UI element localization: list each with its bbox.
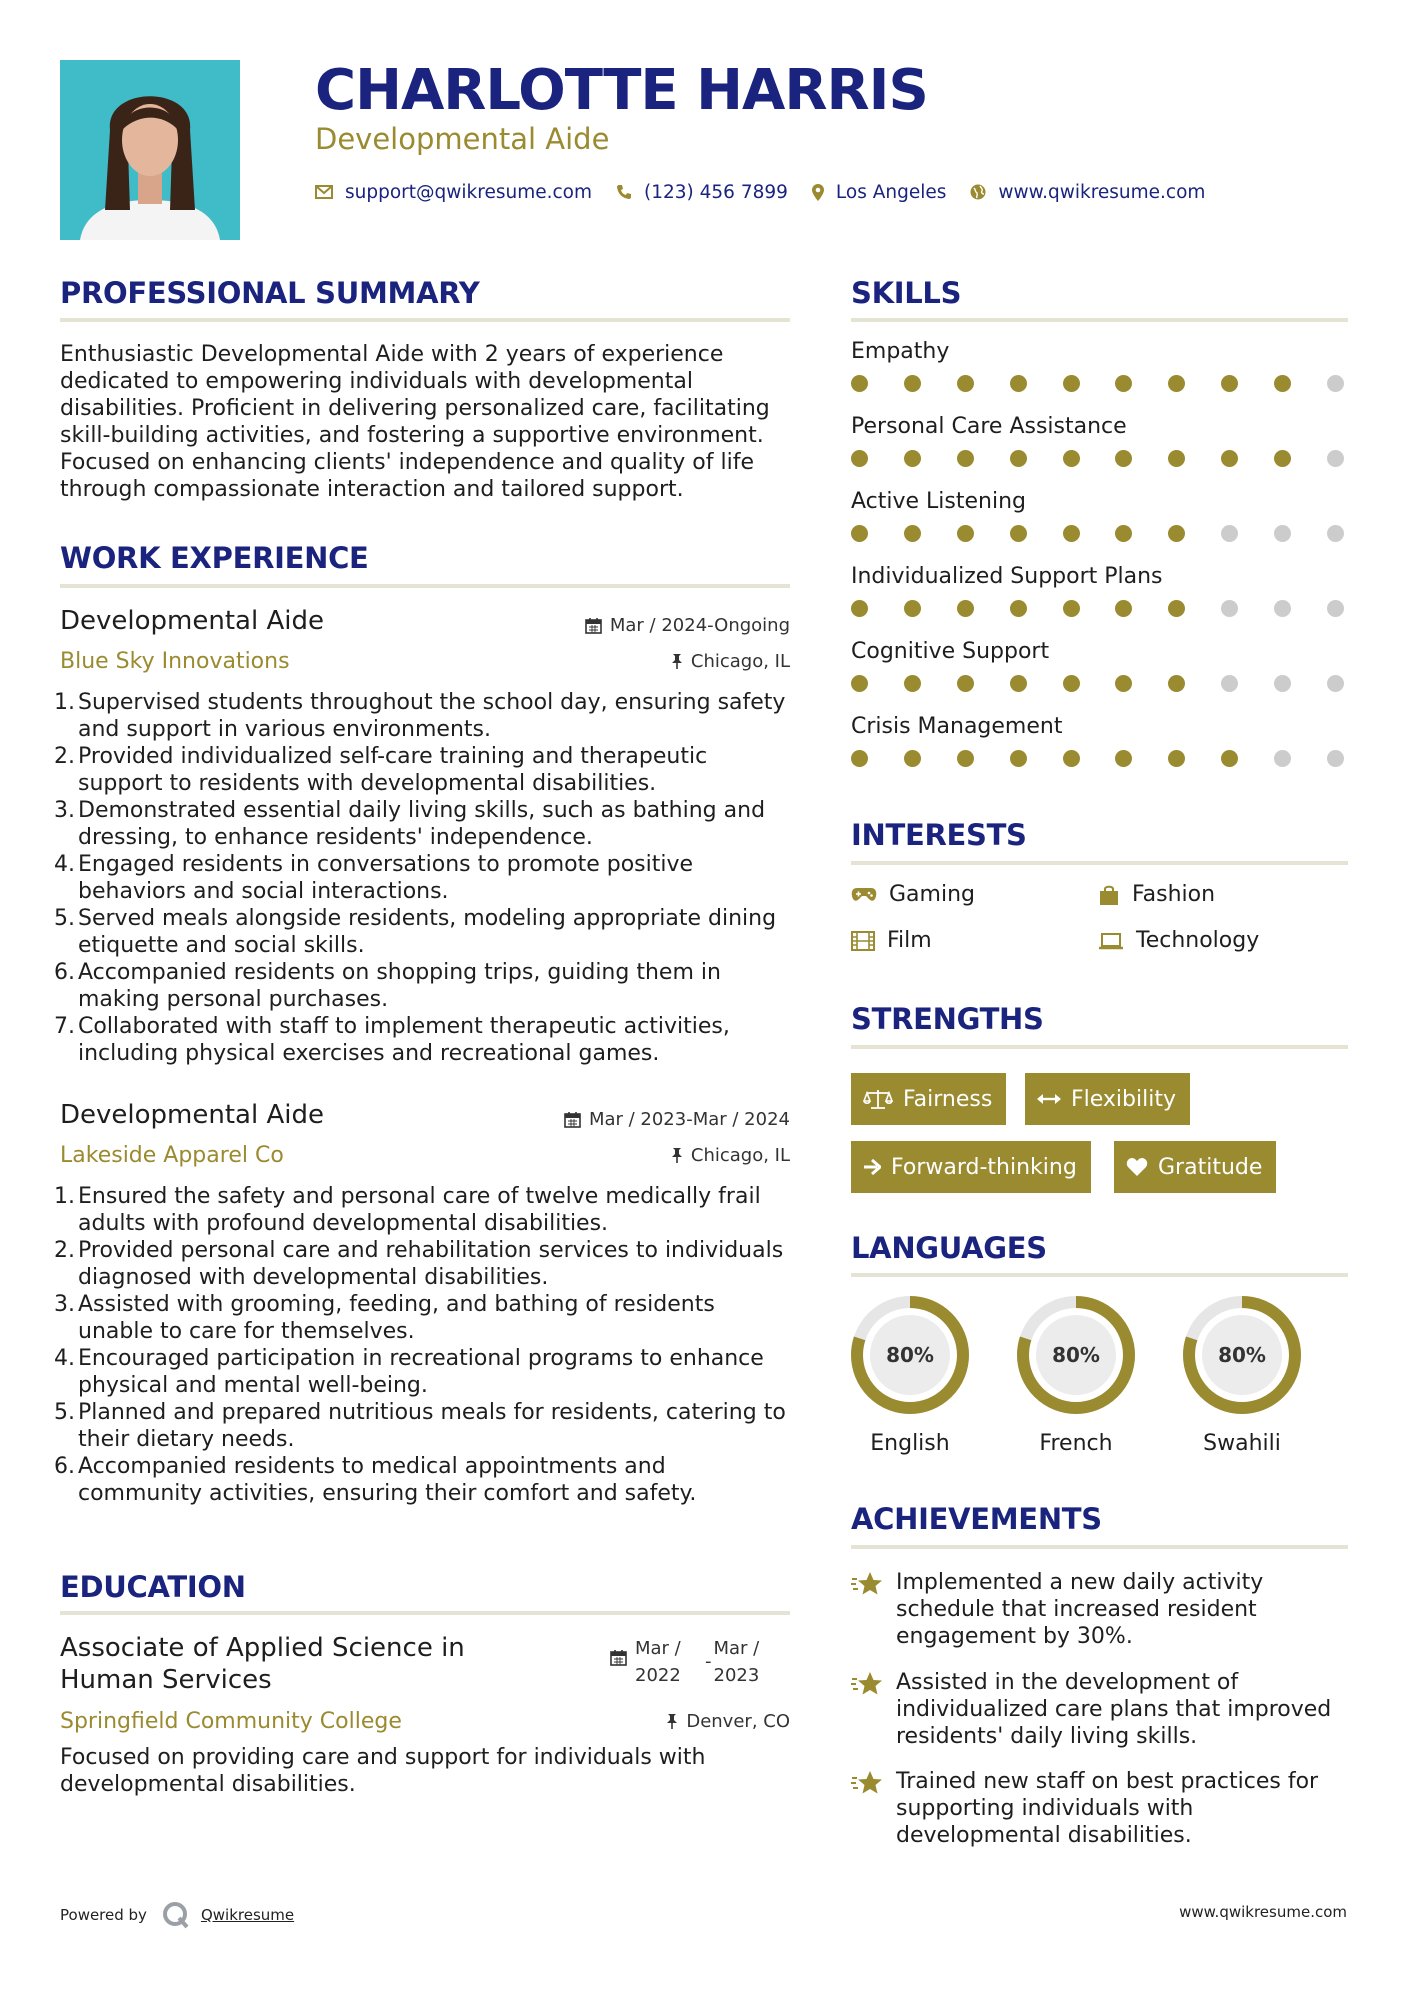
list-item: 1. Supervised students throughout the school day, ensuring safety and support in various environments. — [54, 690, 786, 742]
education-location — [666, 1711, 790, 1732]
skill-rating — [851, 375, 1344, 392]
skill-rating — [851, 675, 1344, 692]
language-item — [1014, 1293, 1138, 1456]
interest-label: Gaming — [889, 882, 975, 907]
job-company: Lakeside Apparel Co — [60, 1143, 284, 1168]
achievements-heading: ACHIEVEMENTS — [851, 1502, 1102, 1536]
education-date-separator: - — [705, 1651, 712, 1672]
interest-label: Fashion — [1132, 882, 1216, 907]
website-text: www.qwikresume.com — [998, 181, 1206, 203]
skill-name: Individualized Support Plans — [851, 564, 1163, 589]
list-item: 4. Encouraged participation in recreational programs to enhance physical and mental well-being. — [54, 1346, 764, 1398]
rating-dot-filled — [851, 450, 868, 467]
job-company: Blue Sky Innovations — [60, 649, 290, 674]
skill-name: Cognitive Support — [851, 639, 1050, 664]
list-item: 3. Demonstrated essential daily living skills, such as bathing and dressing, to enhance residents' independence. — [54, 798, 766, 850]
language-name: French — [1039, 1431, 1113, 1456]
rating-dot-filled — [904, 450, 921, 467]
work-heading: WORK EXPERIENCE — [60, 541, 369, 575]
job-dates — [585, 615, 790, 636]
skill-item — [851, 414, 1348, 489]
rating-dot-empty — [1274, 600, 1291, 617]
list-item: 5. Planned and prepared nutritious meals for residents, catering to their dietary needs. — [54, 1400, 786, 1452]
rating-dot-filled — [1115, 525, 1132, 542]
skills-list — [851, 339, 1348, 789]
list-item: 2. Provided personal care and rehabilitation services to individuals diagnosed with developmental disabilities. — [54, 1238, 784, 1290]
footer-powered-by — [60, 1900, 294, 1930]
skill-item — [851, 714, 1348, 789]
interests-heading: INTERESTS — [851, 818, 1027, 852]
rating-dot-filled — [957, 675, 974, 692]
achievements-divider — [851, 1545, 1348, 1549]
interest-item — [1098, 928, 1259, 953]
job-bullets — [54, 1183, 790, 1507]
pin-icon — [666, 1713, 678, 1730]
rating-dot-filled — [1274, 375, 1291, 392]
film-icon — [851, 931, 875, 951]
rating-dot-filled — [1168, 375, 1185, 392]
job-title: Developmental Aide — [60, 606, 324, 636]
profile-photo — [60, 60, 240, 240]
list-item: 1. Ensured the safety and personal care of twelve medically frail adults with profound developmental disabilities. — [54, 1184, 761, 1236]
rating-dot-filled — [1063, 675, 1080, 692]
rating-dot-filled — [1063, 375, 1080, 392]
calendar-icon — [564, 1111, 581, 1128]
job-dates-text: Mar / 2024-Ongoing — [609, 615, 790, 636]
rating-dot-filled — [1063, 525, 1080, 542]
rating-dot-filled — [1010, 525, 1027, 542]
balance-scale-icon — [863, 1088, 893, 1110]
skill-item — [851, 339, 1348, 414]
laptop-icon — [1098, 932, 1124, 950]
rating-dot-filled — [1221, 375, 1238, 392]
rating-dot-filled — [904, 375, 921, 392]
language-ring — [1180, 1293, 1304, 1417]
education-date-start: Mar / 2022 — [635, 1638, 681, 1686]
interests-divider — [851, 861, 1348, 865]
language-ring — [848, 1293, 972, 1417]
language-percent: 80% — [886, 1343, 934, 1367]
skill-rating — [851, 750, 1344, 767]
job-dates — [564, 1109, 790, 1130]
envelope-icon — [315, 185, 333, 199]
rating-dot-filled — [1010, 750, 1027, 767]
qwikresume-link[interactable]: Qwikresume — [200, 1906, 295, 1924]
rating-dot-filled — [1168, 600, 1185, 617]
rating-dot-empty — [1327, 600, 1344, 617]
education-date-end: Mar / 2023 — [713, 1638, 760, 1686]
email-text: support@qwikresume.com — [345, 181, 592, 203]
arrow-right-icon — [863, 1158, 881, 1176]
phone-text: (123) 456 7899 — [644, 181, 788, 203]
rating-dot-filled — [904, 750, 921, 767]
rating-dot-empty — [1327, 375, 1344, 392]
summary-divider — [60, 318, 790, 322]
contact-website[interactable] — [970, 182, 1205, 203]
work-divider — [60, 584, 790, 588]
rating-dot-filled — [851, 375, 868, 392]
list-item: 3. Assisted with grooming, feeding, and bathing of residents unable to care for themselves. — [54, 1292, 715, 1344]
degree-title: Associate of Applied Science in Human Services — [60, 1633, 465, 1695]
list-item: 4. Engaged residents in conversations to promote positive behaviors and social interactions. — [54, 852, 694, 904]
heart-icon — [1126, 1157, 1148, 1177]
strength-badge — [851, 1073, 1006, 1125]
calendar-icon — [585, 617, 602, 634]
rating-dot-filled — [904, 675, 921, 692]
location-text: Los Angeles — [835, 181, 947, 203]
rating-dot-filled — [904, 525, 921, 542]
language-item — [848, 1293, 972, 1456]
language-name: English — [870, 1431, 950, 1456]
strength-badge — [851, 1141, 1091, 1193]
job-location-text: Chicago, IL — [690, 651, 790, 672]
skill-rating — [851, 450, 1344, 467]
education-dates — [610, 1635, 774, 1689]
qwikresume-logo-icon — [161, 1900, 191, 1930]
skill-rating — [851, 525, 1344, 542]
list-item: 6. Accompanied residents on shopping trips, guiding them in making personal purchases. — [54, 960, 721, 1012]
rating-dot-filled — [1274, 450, 1291, 467]
gamepad-icon — [851, 887, 877, 903]
education-description: Focused on providing care and support for individuals with developmental disabilities. — [60, 1745, 706, 1797]
rating-dot-filled — [1168, 675, 1185, 692]
phone-icon — [616, 184, 632, 200]
skills-divider — [851, 318, 1348, 322]
rating-dot-filled — [1221, 750, 1238, 767]
skill-name: Personal Care Assistance — [851, 414, 1127, 439]
job-location-text: Chicago, IL — [690, 1145, 790, 1166]
list-item: 2. Provided individualized self-care training and therapeutic support to residents with developmental disabilities. — [54, 744, 708, 796]
rating-dot-filled — [851, 750, 868, 767]
contact-email[interactable] — [315, 182, 592, 203]
rating-dot-filled — [957, 450, 974, 467]
rating-dot-filled — [1063, 750, 1080, 767]
job-title: Developmental Aide — [60, 1100, 324, 1130]
list-item: 5. Served meals alongside residents, modeling appropriate dining etiquette and social skills. — [54, 906, 777, 958]
summary-text: Enthusiastic Developmental Aide with 2 years of experience dedicated to empowering individuals with developmental disabilities. Proficient in delivering personalized care, facilitating skill-building activities, and fostering a supportive environment. Focused on enhancing clients' independence and quality of life through compassionate interaction and tailored support. — [60, 342, 770, 502]
language-percent: 80% — [1052, 1343, 1100, 1367]
strengths-heading: STRENGTHS — [851, 1002, 1044, 1036]
rating-dot-filled — [851, 600, 868, 617]
rating-dot-filled — [1063, 450, 1080, 467]
strength-label: Fairness — [903, 1086, 993, 1112]
strength-badge — [1025, 1073, 1190, 1125]
rating-dot-empty — [1327, 675, 1344, 692]
strength-label: Gratitude — [1158, 1154, 1263, 1180]
rating-dot-filled — [1221, 450, 1238, 467]
rating-dot-empty — [1221, 675, 1238, 692]
rating-dot-empty — [1327, 450, 1344, 467]
rating-dot-filled — [1168, 525, 1185, 542]
skill-item — [851, 639, 1348, 714]
skill-name: Crisis Management — [851, 714, 1063, 739]
rating-dot-filled — [957, 375, 974, 392]
job-dates-text: Mar / 2023-Mar / 2024 — [588, 1109, 790, 1130]
languages-heading: LANGUAGES — [851, 1231, 1047, 1265]
rating-dot-filled — [1010, 375, 1027, 392]
list-item: 6. Accompanied residents to medical appointments and community activities, ensuring their comfort and safety. — [54, 1454, 697, 1506]
language-name: Swahili — [1203, 1431, 1281, 1456]
rating-dot-filled — [1010, 450, 1027, 467]
pin-icon — [671, 1147, 683, 1164]
job-bullets — [54, 689, 790, 1067]
skill-item — [851, 489, 1348, 564]
pin-icon — [671, 653, 683, 670]
rating-dot-filled — [1115, 750, 1132, 767]
rating-dot-filled — [904, 600, 921, 617]
globe-icon — [970, 184, 986, 200]
job-location — [671, 1145, 790, 1166]
rating-dot-filled — [851, 675, 868, 692]
skill-name: Active Listening — [851, 489, 1027, 514]
rating-dot-filled — [1115, 675, 1132, 692]
summary-heading: PROFESSIONAL SUMMARY — [60, 276, 480, 310]
strength-badge — [1114, 1141, 1276, 1193]
rating-dot-filled — [1010, 675, 1027, 692]
star-icon — [851, 1770, 884, 1796]
rating-dot-empty — [1327, 525, 1344, 542]
rating-dot-filled — [957, 600, 974, 617]
strengths-divider — [851, 1045, 1348, 1049]
skill-rating — [851, 600, 1344, 617]
calendar-icon — [610, 1649, 627, 1666]
rating-dot-filled — [957, 750, 974, 767]
footer-website[interactable]: www.qwikresume.com — [1179, 1903, 1347, 1921]
rating-dot-filled — [1115, 600, 1132, 617]
rating-dot-filled — [1115, 375, 1132, 392]
powered-by-label: Powered by — [60, 1906, 147, 1924]
rating-dot-empty — [1274, 525, 1291, 542]
skill-item — [851, 564, 1348, 639]
rating-dot-empty — [1274, 750, 1291, 767]
interest-label: Film — [887, 928, 932, 953]
rating-dot-filled — [851, 525, 868, 542]
star-icon — [851, 1671, 884, 1697]
contact-bar — [315, 178, 1229, 206]
language-ring — [1014, 1293, 1138, 1417]
candidate-name: CHARLOTTE HARRIS — [315, 58, 928, 123]
language-item — [1180, 1293, 1304, 1456]
map-marker-icon — [812, 184, 824, 201]
list-item: 7. Collaborated with staff to implement therapeutic activities, including physical exercises and recreational games. — [54, 1014, 730, 1066]
school-name: Springfield Community College — [60, 1709, 402, 1734]
achievement-item — [851, 1768, 1348, 1849]
language-percent: 80% — [1218, 1343, 1266, 1367]
achievement-text: Implemented a new daily activity schedule that increased resident engagement by 30%. — [896, 1570, 1264, 1649]
languages-divider — [851, 1273, 1348, 1277]
arrows-horizontal-icon — [1037, 1092, 1061, 1106]
contact-phone[interactable] — [616, 182, 788, 203]
rating-dot-filled — [1168, 750, 1185, 767]
job-location — [671, 651, 790, 672]
interest-label: Technology — [1136, 928, 1260, 953]
rating-dot-empty — [1221, 600, 1238, 617]
star-icon — [851, 1571, 884, 1597]
rating-dot-filled — [1063, 600, 1080, 617]
rating-dot-filled — [957, 525, 974, 542]
achievement-item — [851, 1669, 1348, 1750]
candidate-title: Developmental Aide — [315, 122, 610, 156]
achievement-text: Assisted in the development of individualized care plans that improved residents' daily living skills. — [896, 1670, 1332, 1749]
shopping-bag-icon — [1098, 884, 1120, 906]
education-heading: EDUCATION — [60, 1570, 246, 1604]
achievement-item — [851, 1569, 1348, 1650]
interest-item — [851, 882, 975, 907]
rating-dot-filled — [1115, 450, 1132, 467]
interest-item — [1098, 882, 1215, 907]
interest-item — [851, 928, 932, 953]
education-divider — [60, 1611, 790, 1615]
rating-dot-empty — [1221, 525, 1238, 542]
rating-dot-empty — [1327, 750, 1344, 767]
rating-dot-empty — [1274, 675, 1291, 692]
achievement-text: Trained new staff on best practices for supporting individuals with developmental disabilities. — [896, 1769, 1319, 1848]
rating-dot-filled — [1010, 600, 1027, 617]
contact-location — [812, 182, 947, 203]
skills-heading: SKILLS — [851, 276, 962, 310]
skill-name: Empathy — [851, 339, 950, 364]
education-location-text: Denver, CO — [686, 1711, 790, 1732]
rating-dot-filled — [1168, 450, 1185, 467]
strength-label: Forward-thinking — [891, 1154, 1077, 1180]
strength-label: Flexibility — [1071, 1086, 1176, 1112]
